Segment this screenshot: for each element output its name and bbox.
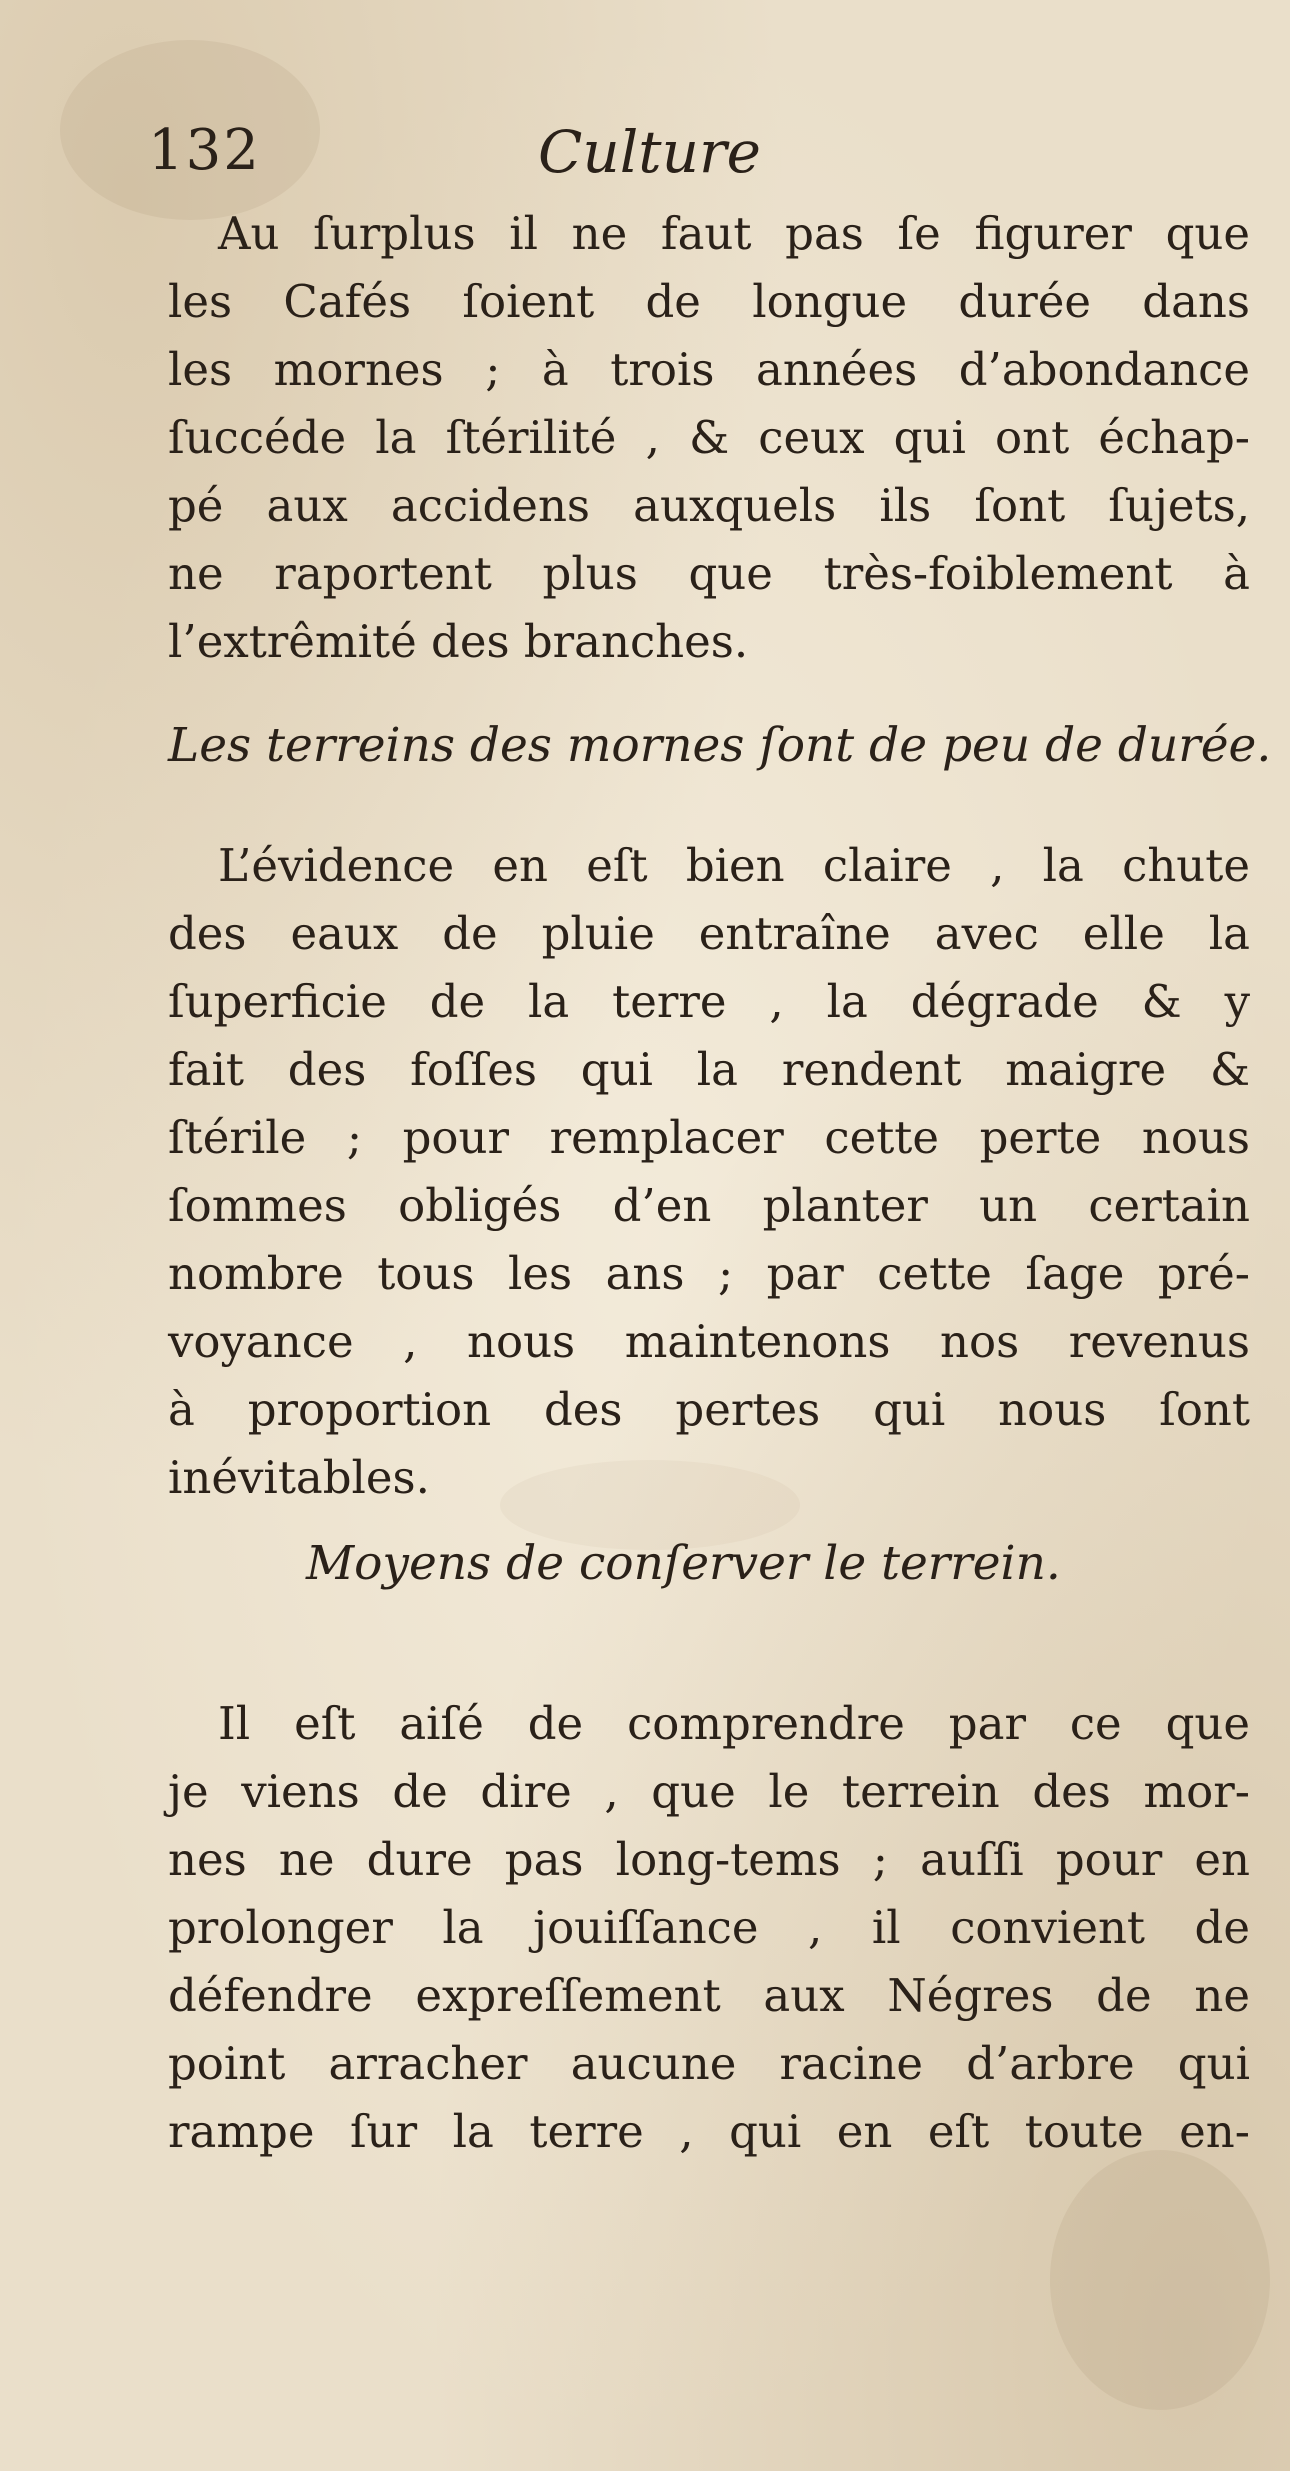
text-line: ſuperficie de la terre , la dégrade & y <box>168 975 1250 1028</box>
paragraph-aise <box>168 1690 1250 2166</box>
text-line: Il eſt aiſé de comprendre par ce que <box>218 1697 1250 1750</box>
text-line: je viens de dire , que le terrein des mor- <box>168 1765 1250 1818</box>
text-line: des eaux de pluie entraîne avec elle la <box>168 907 1250 960</box>
text-line: rampe ſur la terre , qui en eſt toute en- <box>168 2105 1250 2158</box>
text-line: inévitables. <box>168 1451 430 1504</box>
text-line: L’évidence en eſt bien claire , la chute <box>218 839 1250 892</box>
text-line: prolonger la jouiſſance , il convient de <box>168 1901 1250 1954</box>
text-line: ſtérile ; pour remplacer cette perte nous <box>168 1111 1250 1164</box>
text-line: ſommes obligés d’en planter un certain <box>168 1179 1250 1232</box>
text-line: voyance , nous maintenons nos revenus <box>168 1315 1250 1368</box>
section-heading-terreins: Les terreins des mornes ſont de peu de durée. <box>168 718 1272 773</box>
text-line: Au ſurplus il ne faut pas ſe figurer que <box>218 207 1250 260</box>
page-header <box>148 118 1148 198</box>
text-line: ſuccéde la ſtérilité , & ceux qui ont échap- <box>168 411 1250 464</box>
running-head: Culture <box>538 118 761 186</box>
text-line: les mornes ; à trois années d’abondance <box>168 343 1250 396</box>
text-line: à proportion des pertes qui nous ſont <box>168 1383 1250 1436</box>
text-line: les Cafés ſoient de longue durée dans <box>168 275 1250 328</box>
section-heading-moyens: Moyens de conſerver le terrein. <box>306 1536 1061 1591</box>
page-number: 132 <box>148 118 261 183</box>
text-line: nes ne dure pas long-tems ; auſſi pour en <box>168 1833 1250 1886</box>
text-line: fait des foſſes qui la rendent maigre & <box>168 1043 1250 1096</box>
text-line: pé aux accidens auxquels ils ſont ſujets, <box>168 479 1250 532</box>
paragraph-evidence <box>168 832 1250 1512</box>
text-line: défendre expreſſement aux Négres de ne <box>168 1969 1250 2022</box>
text-line: point arracher aucune racine d’arbre qui <box>168 2037 1250 2090</box>
text-line: ne raportent plus que très-foiblement à <box>168 547 1250 600</box>
paragraph-surplus <box>168 200 1250 676</box>
text-line: l’extrêmité des branches. <box>168 615 749 668</box>
paper-stain <box>1050 2150 1270 2410</box>
text-line: nombre tous les ans ; par cette ſage pré- <box>168 1247 1250 1300</box>
